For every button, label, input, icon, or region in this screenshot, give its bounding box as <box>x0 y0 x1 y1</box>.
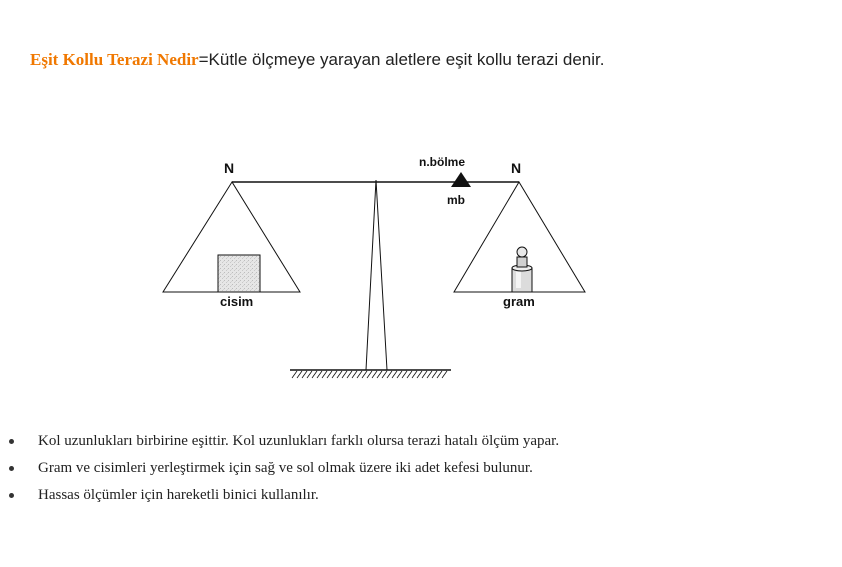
list-item-text: Gram ve cisimleri yerleştirmek için sağ ve sol olmak üzere iki adet kefesi bulunur. <box>38 460 533 476</box>
feature-list <box>0 428 559 509</box>
rider-label-bottom: mb <box>447 193 465 207</box>
left-pan-label: N <box>224 160 235 176</box>
term-heading: Eşit Kollu Terazi Nedir <box>30 50 199 69</box>
object-block <box>218 255 260 292</box>
rider-label-top: n.bölme <box>419 155 466 169</box>
weight-icon <box>512 247 532 292</box>
definition-separator: = <box>198 50 209 69</box>
bullet-icon <box>9 466 14 471</box>
bullet-icon <box>9 493 14 498</box>
right-pan-label: N <box>511 160 522 176</box>
list-item <box>0 428 559 455</box>
balance-stand <box>366 180 387 370</box>
list-item-text: Kol uzunlukları birbirine eşittir. Kol uzunlukları farklı olursa terazi hatalı ölçüm yapar. <box>38 433 560 449</box>
weight-label: gram <box>503 294 535 309</box>
list-item <box>0 482 559 509</box>
rider-marker <box>451 172 471 187</box>
object-label: cisim <box>220 294 254 309</box>
list-item-text: Hassas ölçümler için hareketli binici kullanılır. <box>38 487 319 503</box>
bullet-icon <box>9 439 14 444</box>
list-item <box>0 455 559 482</box>
definition-text: Kütle ölçmeye yarayan aletlere eşit kollu terazi denir. <box>208 50 605 69</box>
balance-base <box>290 370 451 378</box>
